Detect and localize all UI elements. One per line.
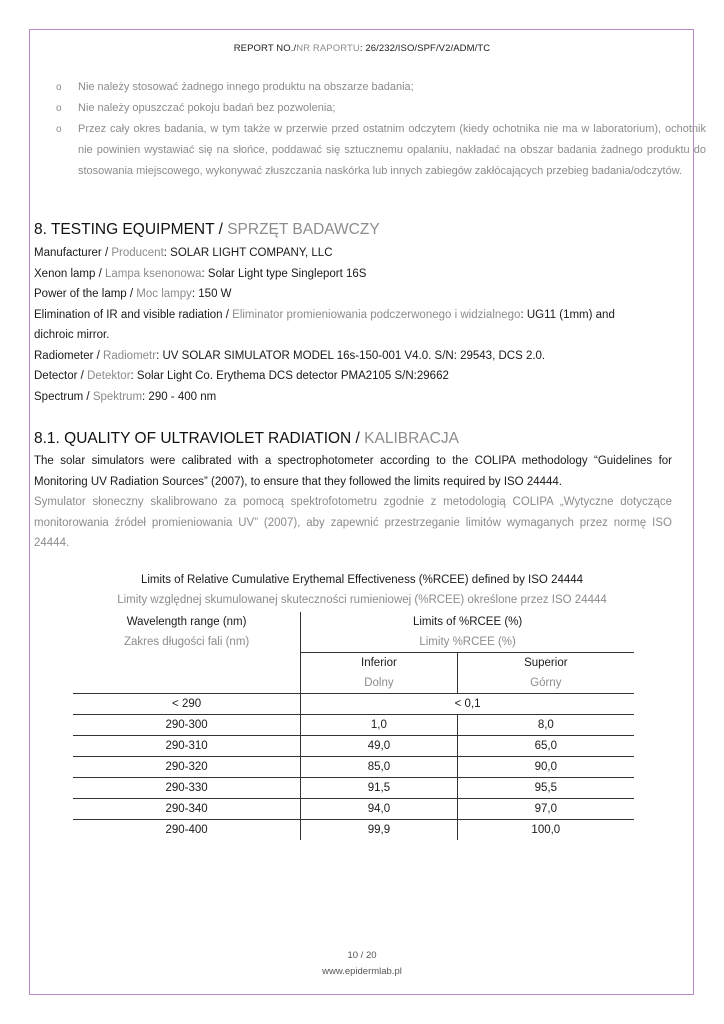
manufacturer-line: Manufacturer / Producent: SOLAR LIGHT COMPANY, LLC — [34, 247, 333, 259]
radiometer-line: Radiometer / Radiometr: UV SOLAR SIMULATOR MODEL 16s-150-001 V4.0. S/N: 29543, DCS 2.0. — [34, 349, 546, 362]
col-header-wavelength-pl: Zakres długości fali (nm) — [123, 636, 250, 649]
spectrum-line: Spectrum / Spektrum: 290 - 400 nm — [34, 390, 217, 403]
table-caption-en: Limits of Relative Cumulative Erythemal Effectiveness (%RCEE) defined by ISO 24444 — [140, 574, 584, 586]
power-line: Power of the lamp / Moc lampy: 150 W — [34, 288, 232, 300]
detector-line: Detector / Detektor: Solar Light Co. Erythema DCS detector PMA2105 S/N:29662 — [34, 370, 449, 382]
table-row: < 290 < 0,1 — [73, 694, 634, 715]
col-header-superior-pl: Górny — [457, 673, 634, 694]
table-row: 290-300 1,0 8,0 — [73, 715, 634, 736]
page-number: 10 / 20 — [347, 950, 377, 961]
col-header-limits: Limits of %RCEE (%) — [301, 612, 634, 632]
section-8-1-heading: 8.1. QUALITY OF ULTRAVIOLET RADIATION / KALIBRACJA — [34, 430, 459, 447]
table-row: 290-400 99,9 100,0 — [73, 820, 634, 841]
list-item: o Nie należy opuszczać pokoju badań bez pozwolenia; — [56, 102, 336, 114]
list-item: o Nie należy stosować żadnego innego produktu na obszarze badania; — [56, 81, 414, 93]
website-link[interactable]: www.epidermlab.pl — [322, 966, 402, 977]
bullet-list — [56, 77, 706, 182]
equipment-list — [34, 243, 684, 407]
table-row: 290-340 94,0 97,0 — [73, 799, 634, 820]
table-row: 290-320 85,0 90,0 — [73, 757, 634, 778]
calibration-paragraph-en: The solar simulators were calibrated with a spectrophotometer according to the COLIPA methodology “Guidelines for Monitoring UV Radiation Sources” (2007), to ensure that they followed the limits required by ISO 24444. — [34, 455, 672, 488]
col-header-inferior-pl: Dolny — [301, 673, 457, 694]
table-caption-pl: Limity względnej skumulowanej skuteczności rumieniowej (%RCEE) określone przez ISO 24444 — [117, 594, 607, 606]
rcee-limits-table — [73, 612, 634, 840]
calibration-paragraph-pl: Symulator słoneczny skalibrowano za pomocą spektrofotometru zgodnie z metodologią COLIPA „Wytyczne dotyczące monitorowania źródeł promieniowania UV” (2007), aby zapewnić przestrzeganie limitów wymaganych przez normę ISO 24444. — [34, 496, 672, 549]
report-header: REPORT NO./NR RAPORTU: 26/232/ISO/SPF/V2/ADM/TC — [233, 43, 491, 54]
list-item: o Przez cały okres badania, w tym także w przerwie przed ostatnim odczytem (kiedy ochotnika nie ma w laboratorium), ochotnik nie powinien wystawiać się na słońce, poddawać się sztucznemu opalaniu, nakładać na obszar badania żadnego produktu do stosowania miejscowego, wykonywać złuszczania naskórka lub innych zabiegów zakłócających przebieg badania/odczytów. — [56, 123, 706, 177]
report-no-label: REPORT NO. — [233, 43, 294, 54]
report-number: : 26/232/ISO/SPF/V2/ADM/TC — [359, 43, 491, 54]
col-header-superior: Superior — [457, 653, 634, 674]
col-header-wavelength: Wavelength range (nm) — [126, 616, 247, 628]
col-header-limits-pl: Limity %RCEE (%) — [301, 632, 634, 653]
table-row: 290-310 49,0 65,0 — [73, 736, 634, 757]
section-8-heading: 8. TESTING EQUIPMENT / SPRZĘT BADAWCZY — [34, 221, 380, 238]
report-no-label-pl: NR RAPORTU — [296, 43, 360, 54]
col-header-inferior: Inferior — [301, 653, 457, 674]
table-row: 290-330 91,5 95,5 — [73, 778, 634, 799]
elimination-line: Elimination of IR and visible radiation / Eliminator promieniowania podczerwonego i widzialnego: UG11 (1mm) and — [34, 308, 615, 321]
lamp-line: Xenon lamp / Lampa ksenonowa: Solar Light type Singleport 16S — [34, 267, 367, 280]
elimination-line-cont: dichroic mirror. — [34, 329, 110, 341]
